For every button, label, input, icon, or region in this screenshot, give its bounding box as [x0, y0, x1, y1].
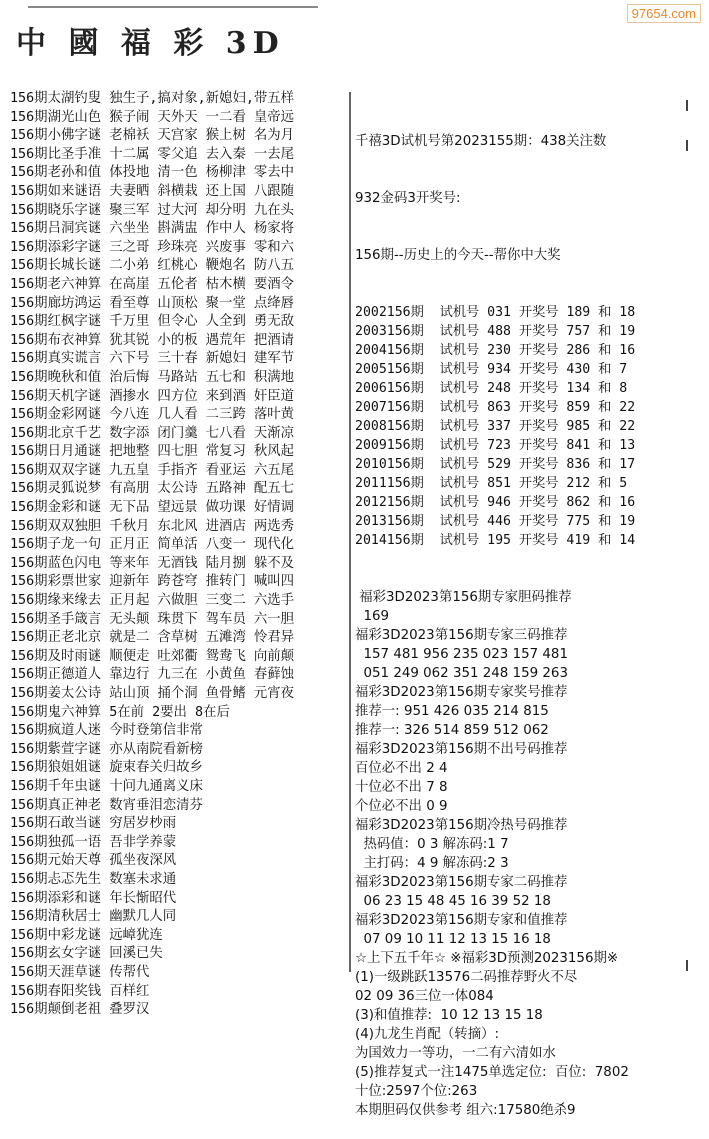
history-row: 2005156期 试机号 934 开奖号 430 和 7 — [355, 362, 628, 377]
history-row: 2002156期 试机号 031 开奖号 189 和 18 — [355, 305, 636, 320]
trial-number-line: 千禧3D试机号第2023155期：438关注数 — [355, 134, 607, 149]
riddle-row: 156期北京千艺 数字添 闭门羹 七八看 天渐凉 — [10, 425, 295, 441]
recommendation-line: 06 23 15 48 45 16 39 52 18 — [355, 894, 551, 909]
recommendation-line: 169 — [355, 609, 390, 624]
recommendation-line: (1)一级跳跃13576二码推荐野火不尽 — [355, 970, 578, 985]
recommendation-line: 本期胆码仅供参考 组六:17580绝杀9 — [355, 1103, 576, 1118]
recommendation-line: 热码值：0 3 解冻码:1 7 — [355, 837, 509, 852]
recommendation-line: 主打码：4 9 解冻码:2 3 — [355, 856, 509, 871]
recommendation-line: (5)推荐复式一注1475单选定位: 百位: 7802 — [355, 1065, 629, 1080]
riddle-row: 156期春阳奖钱 百样红 — [10, 983, 150, 999]
column-divider — [349, 92, 351, 972]
riddle-row: 156期圣手箴言 无头颠 珠贯下 驾车员 六一胆 — [10, 611, 295, 627]
riddle-row: 156期双双字谜 九五皇 手指齐 看亚运 六五尾 — [10, 462, 295, 478]
riddle-row: 156期清秋居士 幽默几人同 — [10, 909, 177, 925]
page-title: 中 國 福 彩 3D — [16, 26, 285, 61]
riddle-row: 156期正德道人 靠边行 九三在 小黄鱼 春藓蚀 — [10, 667, 295, 683]
history-row: 2004156期 试机号 230 开奖号 286 和 16 — [355, 343, 636, 358]
riddle-row: 156期独孤一语 吾非学养蒙 — [10, 834, 177, 850]
recommendation-line: 福彩3D2023第156期不出号码推荐 — [355, 742, 568, 757]
golden-code-line: 932金码3开奖号: — [355, 191, 461, 206]
riddle-row: 156期晓乐字谜 聚三军 过大河 却分明 九在头 — [10, 202, 295, 218]
riddle-row: 156期千年虫谜 十问九通离义床 — [10, 778, 203, 794]
riddle-row: 156期玄女字谜 回溪已失 — [10, 946, 163, 962]
riddle-row: 156期晚秋和值 治后悔 马路站 五七和 积满地 — [10, 369, 295, 385]
prediction-panel — [355, 94, 705, 1139]
riddle-row: 156期日月通谜 把地整 四七胆 常复习 秋风起 — [10, 444, 295, 460]
riddle-row: 156期真正神老 数宵垂泪恋清芬 — [10, 797, 203, 813]
riddle-row: 156期子龙一句 正月正 简单活 八变一 现代化 — [10, 537, 295, 553]
history-row: 2009156期 试机号 723 开奖号 841 和 13 — [355, 438, 636, 453]
riddle-row: 156期天机字谜 酒掺水 四方位 来到酒 奸臣道 — [10, 388, 295, 404]
riddle-row: 156期姜太公诗 站山顶 捅个洞 鱼骨鳍 元宵夜 — [10, 686, 295, 701]
recommendation-line: ☆上下五千年☆ ※福彩3D预测2023156期※ — [355, 951, 619, 966]
recommendation-list — [355, 588, 705, 1120]
recommendation-line: 02 09 36三位一体084 — [355, 989, 494, 1004]
recommendation-line: 百位必不出 2 4 — [355, 761, 448, 776]
edge-mark — [686, 100, 698, 111]
recommendation-line: (3)和值推荐: 10 12 13 15 18 — [355, 1008, 543, 1023]
history-heading: 156期--历史上的今天--帮你中大奖 — [355, 248, 561, 263]
history-row: 2007156期 试机号 863 开奖号 859 和 22 — [355, 400, 636, 415]
riddle-row: 156期红枫字谜 千万里 但令心 人全到 勇无敌 — [10, 314, 295, 330]
riddle-row: 156期湖光山色 猴子闹 天外天 一二看 皇帝远 — [10, 109, 295, 125]
recommendation-line: (4)九龙生肖配（转摘）: — [355, 1027, 499, 1042]
recommendation-line: 157 481 956 235 023 157 481 — [355, 647, 568, 662]
riddle-row: 156期中彩龙谜 远嶂犹连 — [10, 927, 163, 943]
riddle-row: 156期狼姐姐谜 旋束春关归故乡 — [10, 760, 203, 776]
recommendation-line: 为国效力一等功，一二有六清如水 — [355, 1046, 556, 1061]
riddle-row: 156期缘来缘去 正月起 六做胆 三变二 六选手 — [10, 593, 295, 609]
history-table — [355, 303, 705, 550]
history-row: 2010156期 试机号 529 开奖号 836 和 17 — [355, 457, 636, 472]
recommendation-line: 福彩3D2023第156期专家奖号推荐 — [355, 685, 568, 700]
history-row: 2003156期 试机号 488 开奖号 757 和 19 — [355, 324, 636, 339]
recommendation-line: 福彩3D2023第156期专家胆码推荐 — [355, 590, 572, 605]
recommendation-line: 福彩3D2023第156期专家和值推荐 — [355, 913, 568, 928]
riddle-row: 156期老孙和值 体投地 清一色 杨柳津 零去中 — [10, 165, 295, 181]
riddle-row: 156期正老北京 就是二 含草树 五滩湾 怜君异 — [10, 630, 295, 646]
riddle-row: 156期彩票世家 迎新年 跨苍穹 推转门 喊叫四 — [10, 574, 295, 590]
recommendation-line: 推荐一: 326 514 859 512 062 — [355, 723, 549, 738]
history-row: 2011156期 试机号 851 开奖号 212 和 5 — [355, 476, 628, 491]
history-row: 2012156期 试机号 946 开奖号 862 和 16 — [355, 495, 636, 510]
history-row: 2013156期 试机号 446 开奖号 775 和 19 — [355, 514, 636, 529]
riddle-row: 156期天涯草谜 传帮代 — [10, 964, 150, 980]
riddle-row: 156期忐忑先生 数塞未求通 — [10, 871, 177, 887]
riddle-row: 156期添彩和谜 年长惭昭代 — [10, 890, 177, 906]
riddle-row: 156期金彩网谜 今八连 几人看 二三跨 落叶黄 — [10, 407, 295, 423]
riddle-row: 156期双双独胆 千秋月 东北风 进酒店 两选秀 — [10, 518, 295, 534]
history-row: 2008156期 试机号 337 开奖号 985 和 22 — [355, 419, 636, 434]
recommendation-line: 十位必不出 7 8 — [355, 780, 448, 795]
riddle-row: 156期鬼六神算 5在前 2要出 8在后 — [10, 704, 230, 720]
recommendation-line: 个位必不出 0 9 — [355, 799, 448, 814]
riddle-row: 156期疯道人迷 今时登第信非常 — [10, 723, 203, 739]
riddle-list — [10, 90, 350, 1020]
edge-mark — [686, 140, 698, 151]
riddle-row: 156期及时雨谜 顺便走 吐郊衢 鸳鸯飞 向前颠 — [10, 648, 295, 664]
recommendation-line: 051 249 062 351 248 159 263 — [355, 666, 568, 681]
site-watermark: 97654.com — [627, 4, 701, 23]
riddle-row: 156期比圣手准 十二属 零父追 去入秦 一去尾 — [10, 146, 295, 162]
history-row: 2014156期 试机号 195 开奖号 419 和 14 — [355, 533, 636, 548]
recommendation-line: 推荐一: 951 426 035 214 815 — [355, 704, 549, 719]
riddle-row: 156期廊坊鸿运 看至尊 山顶松 聚一堂 点绛唇 — [10, 295, 295, 311]
recommendation-line: 十位:2597个位:263 — [355, 1084, 478, 1099]
riddle-row: 156期添彩字谜 三之哥 珍珠亮 兴废事 零和六 — [10, 239, 295, 255]
riddle-row: 156期石敢当谜 穷居岁杪雨 — [10, 816, 177, 832]
riddle-row: 156期太湖钓叟 独生子,搞对象,新媳妇,带五样 — [10, 91, 295, 106]
riddle-row: 156期长城长谜 二小弟 红桃心 鞭炮名 防八五 — [10, 258, 295, 274]
recommendation-line: 07 09 10 11 12 13 15 16 18 — [355, 932, 551, 947]
riddle-row: 156期吕洞宾谜 六坐坐 斟满盅 作中人 杨家将 — [10, 221, 295, 237]
riddle-row: 156期蓝色闪电 等来年 无酒钱 陆月捌 躲不及 — [10, 555, 295, 571]
recommendation-line: 福彩3D2023第156期专家三码推荐 — [355, 628, 568, 643]
riddle-row: 156期真实谎言 六下号 三十春 新媳妇 建军节 — [10, 351, 295, 367]
cropped-header-line — [28, 0, 318, 8]
edge-mark — [686, 960, 698, 971]
riddle-row: 156期元始天尊 孤坐夜深风 — [10, 853, 177, 869]
riddle-row: 156期金彩和谜 无下品 望远景 做功课 好情调 — [10, 500, 295, 516]
riddle-row: 156期紫萱字谜 亦从南院看新榜 — [10, 741, 203, 757]
riddle-row: 156期小佛字谜 老棉袄 天宫家 猴上树 名为月 — [10, 128, 295, 144]
recommendation-line: 福彩3D2023第156期冷热号码推荐 — [355, 818, 568, 833]
riddle-row: 156期颠倒老祖 叠罗汉 — [10, 1002, 150, 1018]
riddle-row: 156期灵狐说梦 有高朋 太公诗 五路神 配五七 — [10, 481, 295, 497]
history-row: 2006156期 试机号 248 开奖号 134 和 8 — [355, 381, 628, 396]
recommendation-line: 福彩3D2023第156期专家二码推荐 — [355, 875, 568, 890]
riddle-row: 156期布衣神算 犹其锐 小的板 遇荒年 把酒请 — [10, 332, 295, 348]
riddle-row: 156期老六神算 在高崖 五伦者 枯木横 要酒令 — [10, 276, 295, 292]
riddle-row: 156期如来谜语 夫妻晒 斜横栽 还上国 八跟随 — [10, 183, 295, 199]
